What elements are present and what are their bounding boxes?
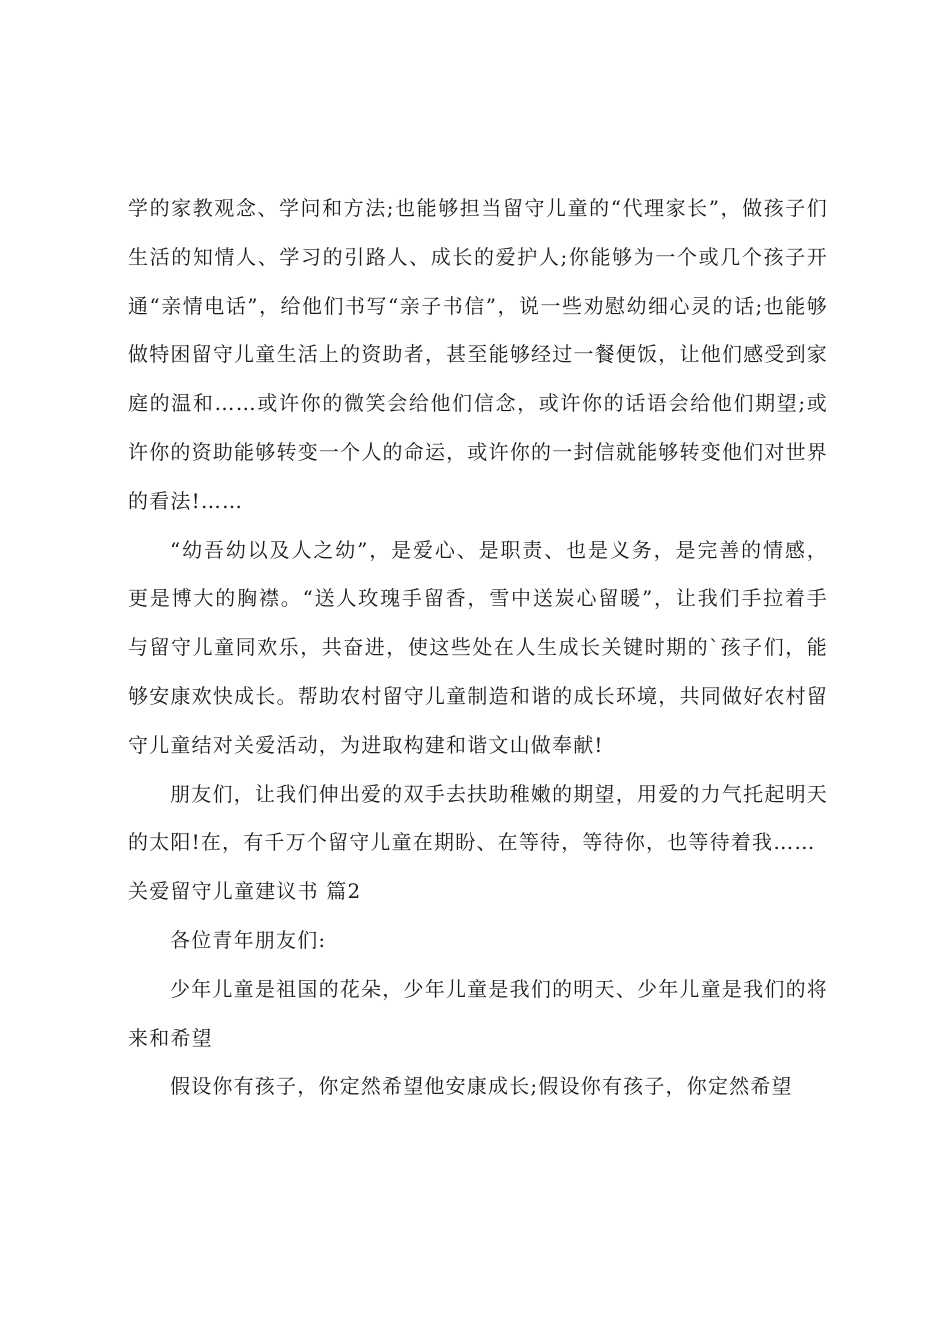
paragraph-children-future: 少年儿童是祖国的花朵，少年儿童是我们的明天、少年儿童是我们的将来和希望 — [128, 976, 828, 1050]
document-body — [128, 184, 828, 1111]
section-title: 关爱留守儿童建议书 篇2 — [128, 879, 362, 904]
paragraph-love-care: “幼吾幼以及人之幼”，是爱心、是职责、也是义务，是完善的情感，更是博大的胸襟。“送人玫瑰手留香，雪中送炭心留暖”，让我们手拉着手与留守儿童同欢乐，共奋进，使这些处在人生成长关键时期的`孩子们，能够安康欢快成长。帮助农村留守儿童制造和谐的成长环境，共同做好农村留守儿童结对关爱活动，为进取构建和谐文山做奉献! — [128, 537, 828, 757]
paragraph-greeting: 各位青年朋友们: — [170, 927, 327, 952]
paragraph-continuation: 学的家教观念、学问和方法;也能够担当留守儿童的“代理家长”，做孩子们生活的知情人、学习的引路人、成长的爱护人;你能够为一个或几个孩子开通“亲情电话”，给他们书写“亲子书信”，说一些劝慰幼细心灵的话;也能够做特困留守儿童生活上的资助者，甚至能够经过一餐便饭，让他们感受到家庭的温和……或许你的微笑会给他们信念，或许你的话语会给他们期望;或许你的资助能够转变一个人的命运，或许你的一封信就能够转变他们对世界的看法!…… — [128, 196, 828, 513]
paragraph-if-you-have-children: 假设你有孩子，你定然希望他安康成长;假设你有孩子，你定然希望 — [170, 1074, 793, 1099]
paragraph-friends-call: 朋友们，让我们伸出爱的双手去扶助稚嫩的期望，用爱的力气托起明天的太阳!在，有千万个留守儿童在期盼、在等待，等待你，也等待着我…… — [128, 781, 828, 855]
